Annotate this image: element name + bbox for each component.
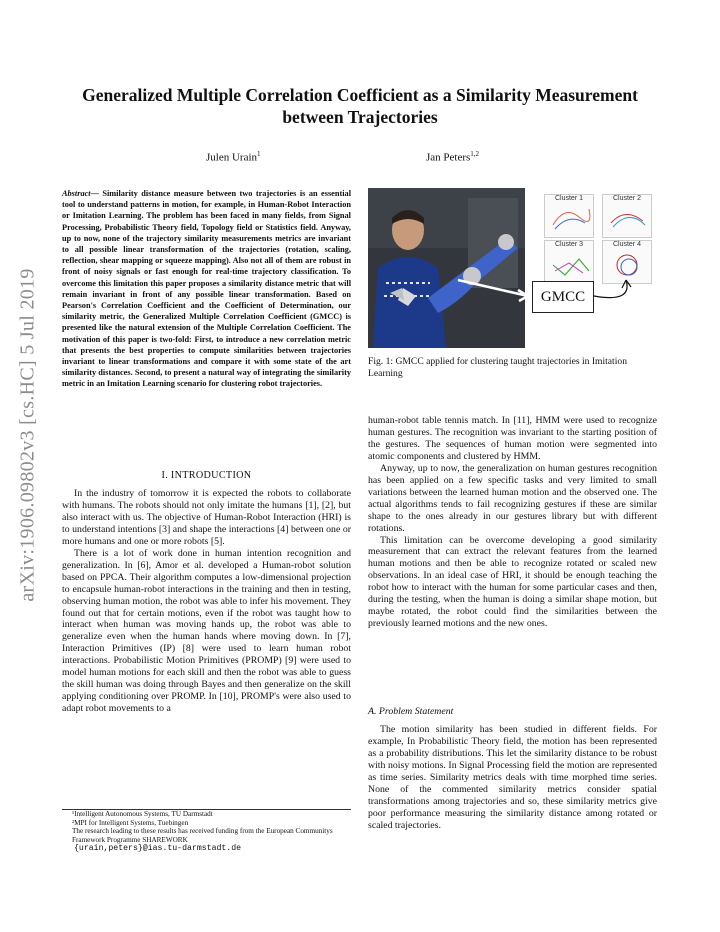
author-email: {urain,peters}@ias.tu-darmstadt.de — [74, 843, 242, 853]
paragraph: human-robot table tennis match. In [11], HMM were used to recognize human gestures. The recognition was invariant to the starting position of the gestures. The sequences of human motion were segmented into atomic components and clustered by HMM. — [368, 415, 657, 462]
left-column-body — [62, 488, 351, 715]
figure-1 — [368, 188, 656, 348]
paragraph: There is a lot of work done in human intention recognition and generalization. In [6], Amor et al. developed a Human-robot solution based on PPCA. Their algorithm computes a low-dimensional projection to encapsule human-robot interactions in the training and then in testing, observing human motion, the robot was able to infer his movement. They found out that for certain motions, even if the robot was taught how to interact when human was moving hands up, the robot was able to generalize even when the human hands where moving down. In [7], Interaction Primitives (IP) [8] were used to learn human robot interactions. Probabilistic Motion Primitives (PROMP) [9] were used to model human motions for each skill and then the robot was able to guess the skill human was doing through Bayes and then generalize on the skill applying conditioning over PROMP. In [10], PROMP's were also used to adapt robot movements to a — [62, 547, 351, 715]
gmcc-box: GMCC — [532, 281, 594, 313]
paragraph: This limitation can be overcome developing a good similarity measurement that can extract the relevant features from the learned human motions and then be able to recognize rotated or scaled new observations. In an ideal case of HRI, it should be enough teaching the robot how to interact with the human for some particular cases and then, during the testing, when the human is doing a similar shape motion, but maybe rotated, the robot could find the similarities between the previously learned motions and the new ones. — [368, 534, 657, 630]
footnote: ²MPI for Intelligent Systems, Tuebingen — [72, 818, 189, 827]
cluster-label: Cluster 1 — [554, 195, 583, 202]
figure-caption: Fig. 1: GMCC applied for clustering taught trajectories in Imitation Learning — [368, 356, 627, 379]
abstract — [62, 188, 351, 390]
section-heading: I. INTRODUCTION — [161, 470, 252, 481]
abstract-lead: Abstract — [62, 189, 91, 198]
arxiv-stamp — [8, 225, 48, 645]
author-2 — [426, 150, 479, 164]
author-name: Jan Peters — [426, 151, 471, 164]
footnote: ¹Intelligent Autonomous Systems, TU Darmstadt — [72, 810, 213, 818]
cluster-label: Cluster 2 — [612, 195, 641, 202]
arxiv-id: arXiv:1906.09802v3 [cs.HC] 5 Jul 2019 — [16, 268, 39, 602]
subsection-heading: A. Problem Statement — [368, 706, 454, 717]
author-affiliation: 1,2 — [470, 150, 480, 158]
paragraph: Anyway, up to now, the generalization on human gestures recognition has been applied on a few specific tasks and very limited to small variations between the learned human motion and the observed one. The actual algorithms tends to fail recognizing gestures if these are similar shape to the ones already in our gestures library but with different rotations. — [368, 462, 657, 534]
paper-title: Generalized Multiple Correlation Coefficient as a Similarity Measurement between Trajectories — [82, 85, 638, 127]
paragraph: In the industry of tomorrow it is expected the robots to collaborate with humans. The robots should not only imitate the humans [1], [2], but also interact with us. The objective of Human-Robot Interaction (HRI) is to understand intentions [3] and shape the interactions [4] between one or more humans and one or more robots [5]. — [62, 488, 351, 547]
cluster-label: Cluster 4 — [612, 241, 641, 248]
author-1 — [206, 150, 261, 164]
right-column-body — [368, 415, 657, 630]
author-name: Julen Urain — [206, 151, 258, 164]
footnote: The research leading to these results has received funding from the European Communitys Framework Programme SHAREWORK — [72, 827, 333, 845]
right-column-body-2 — [368, 724, 657, 832]
abstract-text: — Similarity distance measure between two trajectories is an essential tool to understand patterns in motion, for example, in Human-Robot Interaction or Imitation Learning. The problem has been faced in many fields, from Signal Processing, Probabilistic Theory field, Topology field or Statistics field. Anyway, up to now, none of the trajectory similarity measurements metrics are invariant to all possible linear transformation of the trajectories (rotation, scaling, reflection, shear mapping or squeeze mapping). Also not all of them are robust in front of noisy signals or fast enough for real-time trajectory classification. To overcome this limitation this paper proposes a similarity distance metric that will remain invariant in front of any possible linear transformation. Based on Pearson's Correlation Coefficient and the Coefficient of Determination, our similarity metric, the Generalized Multiple Correlation Coefficient (GMCC) is presented like the natural extension of the Multiple Correlation Coefficient. The motivation of this paper is two-fold: First, to introduce a new correlation metric that presents the best properties to compute similarities between trajectories invariant to linear transformations and compare it with some state of the art similarity distances. Second, to present a natural way of integrating the similarity metric in an Imitation Learning scenario for clustering robot trajectories. — [62, 189, 351, 389]
cluster-label: Cluster 3 — [554, 241, 583, 248]
figure-arrows — [368, 188, 656, 348]
paragraph: The motion similarity has been studied in different fields. For example, In Probabilistic Theory field, the motion has been represented as a probability distributions. This let the similarity distance to be robust with noisy motions. In Signal Processing field the motion are represented as time series. Similarity metrics deals with time morphed time series. None of the commented similarity metrics consider spatial transformations among trajectories and so, these similarity metrics give poor performance measuring the similarity distance among rotated or scaled trajectories. — [368, 724, 657, 831]
footnotes — [62, 809, 351, 854]
author-affiliation: 1 — [257, 150, 261, 158]
